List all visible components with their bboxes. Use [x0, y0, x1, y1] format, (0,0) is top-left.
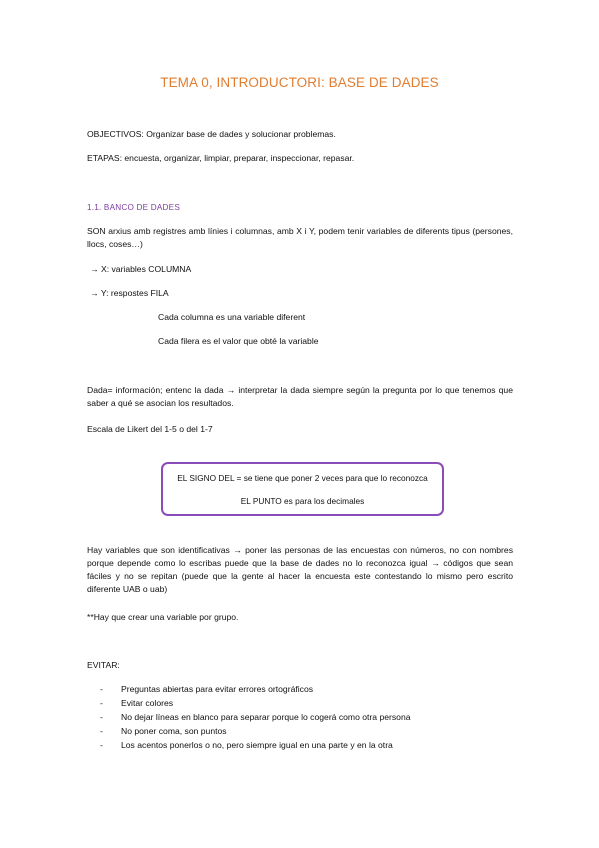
avoid-heading: EVITAR: [87, 660, 120, 670]
bullet-dash: - [100, 698, 103, 708]
bullet-dash: - [100, 712, 103, 722]
row-note: Cada filera es el valor que obté la variable [158, 336, 319, 346]
group-note: **Hay que crear una variable por grupo. [87, 612, 239, 622]
note-box [161, 462, 444, 516]
bullet-dash: - [100, 726, 103, 736]
arrow-x-line: → X: variables COLUMNA [90, 264, 192, 274]
list-item-text: No dejar líneas en blanco para separar porque lo cogerá como otra persona [121, 712, 411, 722]
intro-paragraph: SON arxius amb registres amb línies i columnas, amb X i Y, podem tenir variables de diferents tipus (persones, llocs, coses…) [87, 226, 513, 249]
column-note: Cada columna es una variable diferent [158, 312, 306, 322]
list-item-text: No poner coma, son puntos [121, 726, 227, 736]
variables-paragraph: Hay variables que son identificativas → poner las personas de las encuestas con números, no con nombres porque depende como lo escribas puede que la base de dades no lo reconozca igual → códigos que sean fáciles y no se repitan (puede que la gente al hacer la encuesta este contestando lo mismo pero escrito diferente UAB o uab) [87, 545, 513, 594]
stages-line: ETAPAS: encuesta, organizar, limpiar, preparar, inspeccionar, repasar. [87, 153, 355, 163]
section-heading: 1.1. BANCO DE DADES [87, 203, 180, 212]
arrow-y-line: → Y: respostes FILA [90, 288, 169, 298]
bullet-dash: - [100, 684, 103, 694]
document-title: TEMA 0, INTRODUCTORI: BASE DE DADES [160, 75, 439, 90]
dada-paragraph: Dada= información; entenc la dada → interpretar la dada siempre según la pregunta por lo que tenemos que saber a qué se asocian los resultados. [87, 385, 513, 408]
list-item-text: Los acentos ponerlos o no, pero siempre igual en una parte y en la otra [121, 740, 393, 750]
decimal-point-note: EL PUNTO es para los decimales [240, 496, 365, 506]
list-item-text: Preguntas abiertas para evitar errores ortográficos [121, 684, 314, 694]
objectives-line: OBJECTIVOS: Organizar base de dades y solucionar problemas. [87, 129, 336, 139]
likert-line: Escala de Likert del 1-5 o del 1-7 [87, 424, 213, 434]
bullet-dash: - [100, 740, 103, 750]
list-item-text: Evitar colores [121, 698, 174, 708]
equal-sign-note: EL SIGNO DEL = se tiene que poner 2 veces para que lo reconozca [177, 473, 428, 483]
